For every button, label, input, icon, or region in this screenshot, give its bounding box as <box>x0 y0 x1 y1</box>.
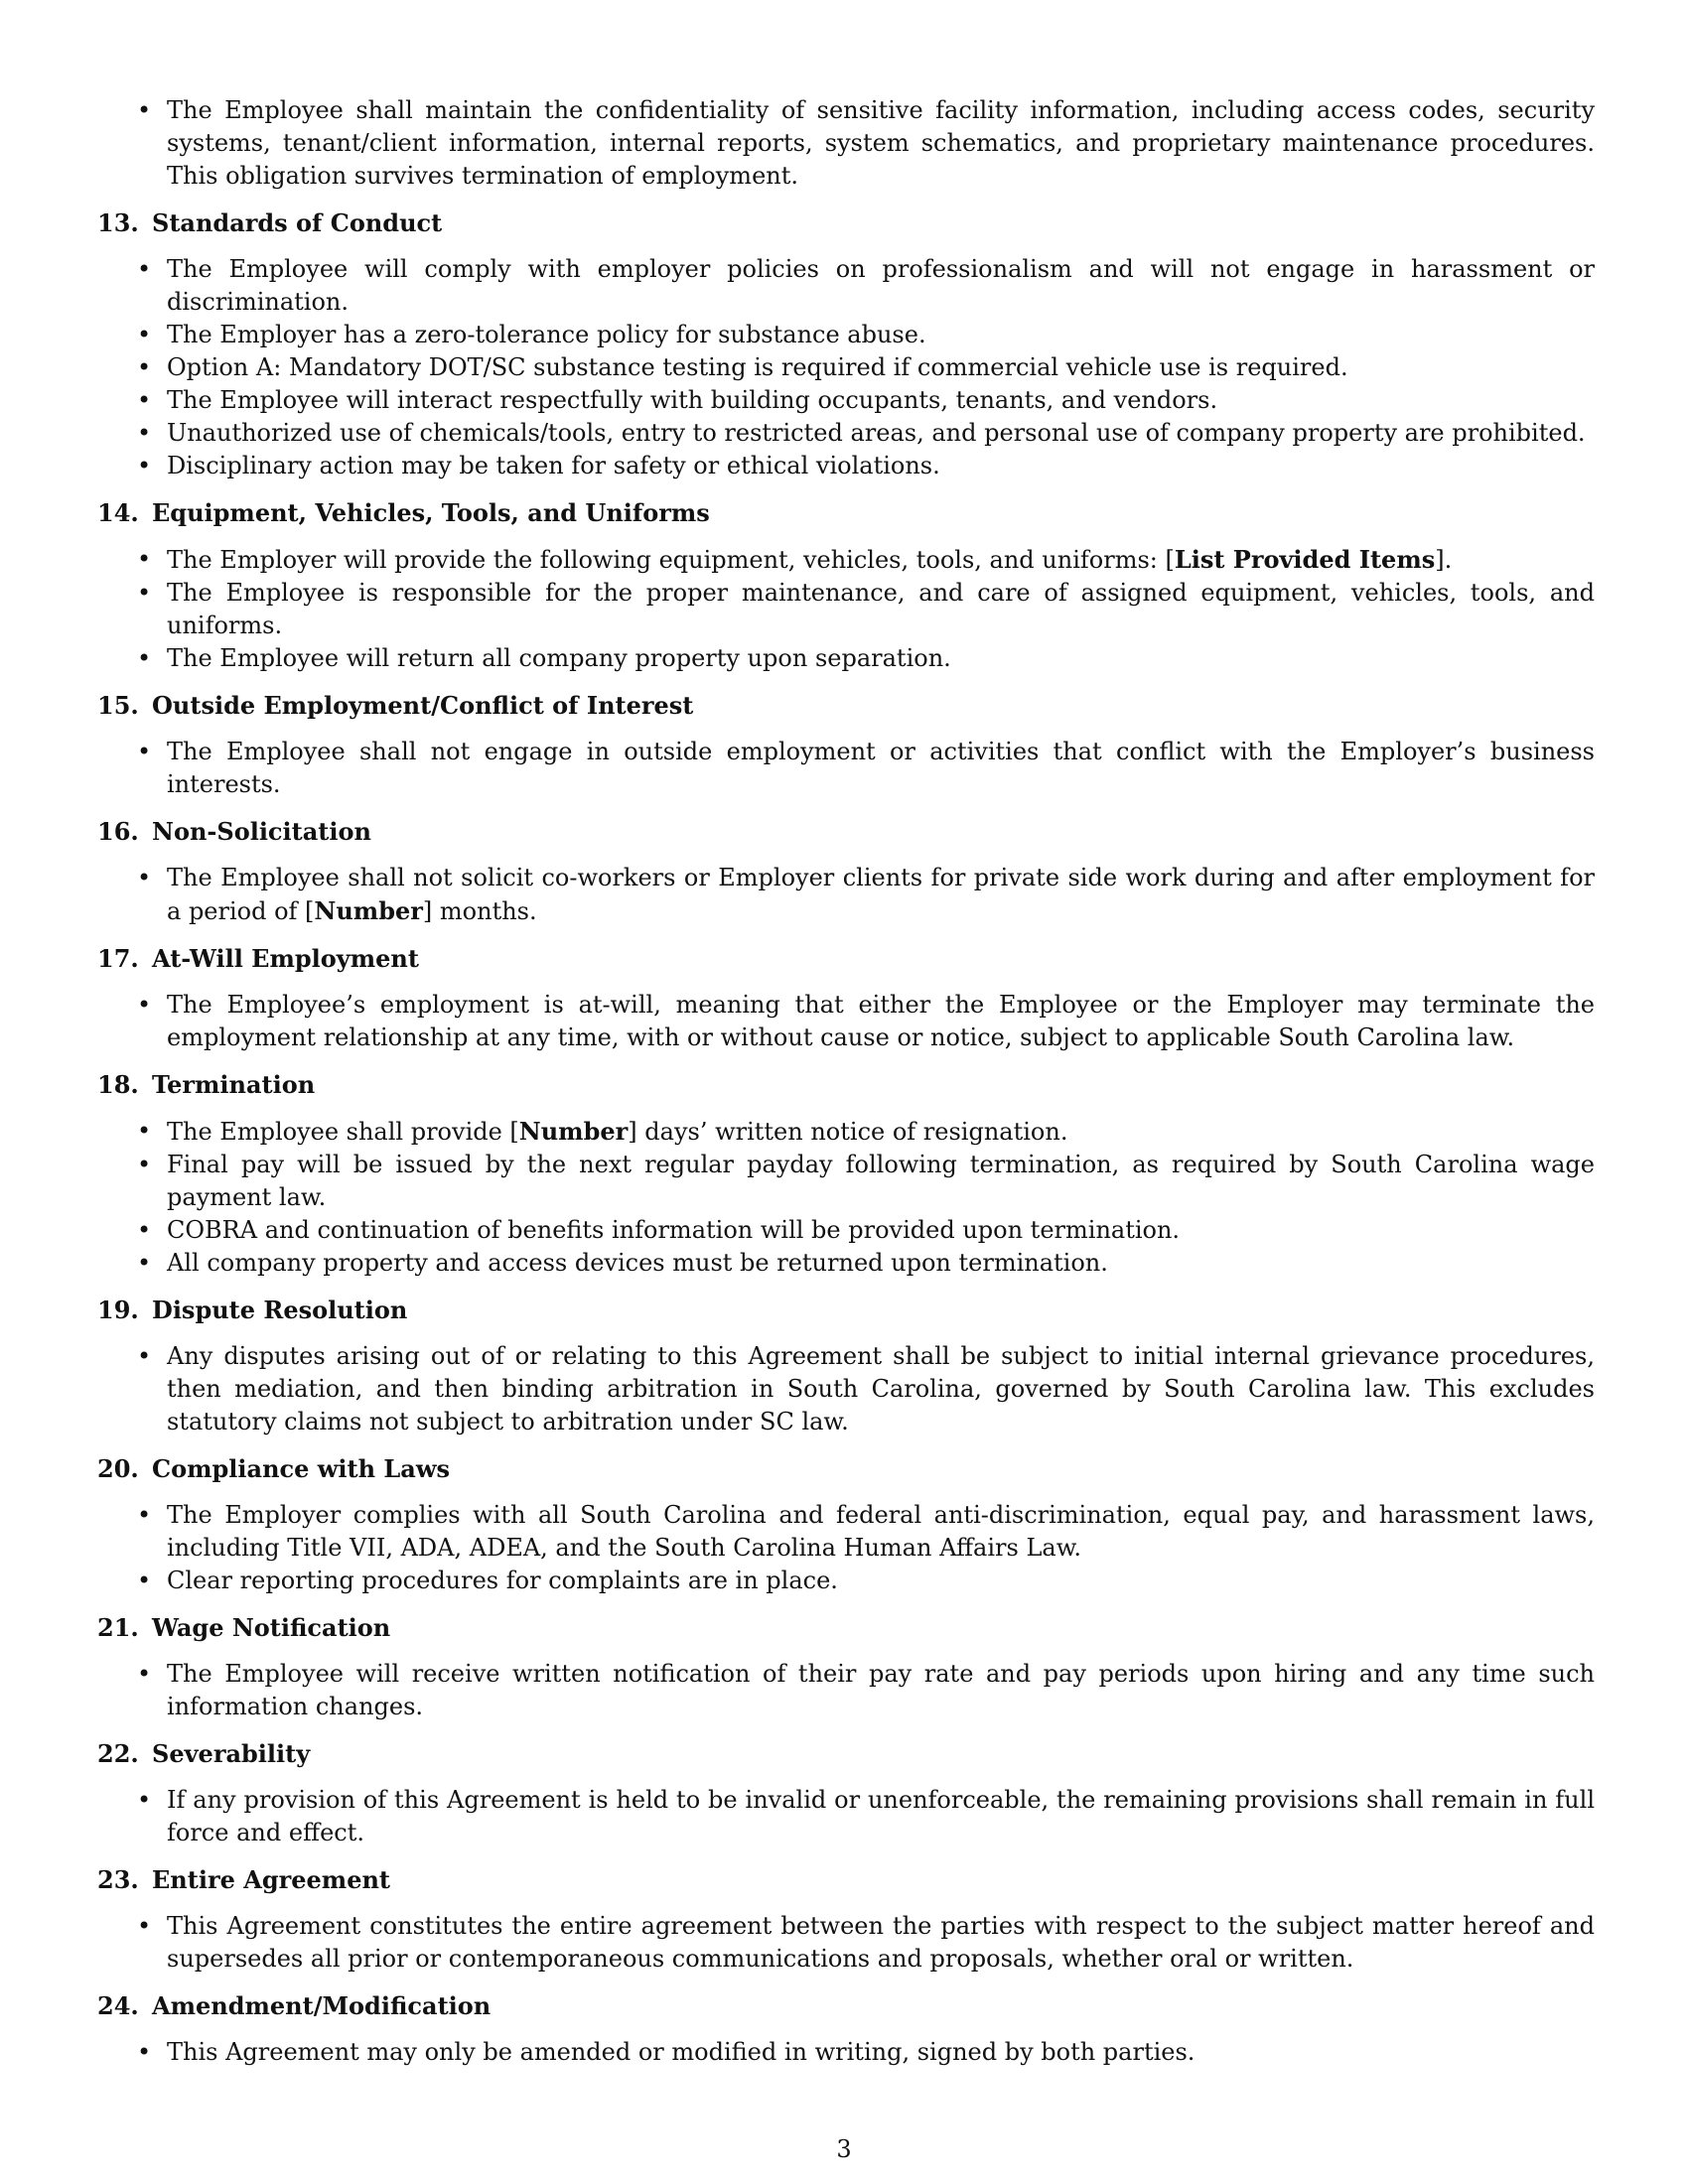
item-text: ] months. <box>422 897 537 925</box>
section-heading <box>97 1737 1595 1770</box>
bullet-list <box>97 862 1595 928</box>
list-item <box>97 1910 1595 1976</box>
list-item <box>97 989 1595 1054</box>
list-item <box>97 1115 1595 1149</box>
section-13 <box>97 206 1595 482</box>
section-number: 17. <box>97 944 139 973</box>
section-heading <box>97 1452 1595 1485</box>
item-text: This Agreement may only be amended or modified in writing, signed by both parties. <box>167 2038 1196 2066</box>
list-item <box>97 351 1595 384</box>
section-heading <box>97 1294 1595 1326</box>
item-text: Unauthorized use of chemicals/tools, entry to restricted areas, and personal use of company property are prohibited. <box>167 419 1586 447</box>
item-text: The Employee shall not solicit co-workers or Employer clients for private side work during and after employment for a period of [ <box>167 864 1595 925</box>
bullet-list <box>97 1115 1595 1280</box>
item-text: ]. <box>1435 546 1453 574</box>
item-text: The Employee will interact respectfully with building occupants, tenants, and vendors. <box>167 386 1218 414</box>
section-14 <box>97 496 1595 675</box>
section-number: 22. <box>97 1739 139 1768</box>
bullet-list <box>97 736 1595 801</box>
section-title: Entire Agreement <box>152 1865 390 1894</box>
section-heading <box>97 815 1595 848</box>
item-text: The Employee shall not engage in outside employment or activities that conflict with the Employer’s business interests. <box>167 738 1595 798</box>
bullet-list <box>97 1910 1595 1976</box>
section-23 <box>97 1863 1595 1976</box>
section-number: 23. <box>97 1865 139 1894</box>
section-title: At-Will Employment <box>152 944 419 973</box>
list-item <box>97 1784 1595 1849</box>
section-title: Non-Solicitation <box>152 817 371 846</box>
section-title: Standards of Conduct <box>152 208 443 237</box>
section-number: 20. <box>97 1454 139 1483</box>
section-title: Wage Notification <box>152 1613 391 1642</box>
section-number: 18. <box>97 1070 139 1099</box>
document-body <box>97 94 1595 2069</box>
list-item <box>97 1340 1595 1438</box>
bullet-list <box>97 253 1595 482</box>
section-number: 24. <box>97 1991 139 2020</box>
item-text: Disciplinary action may be taken for safety or ethical violations. <box>167 452 940 479</box>
bullet-list <box>97 2036 1595 2069</box>
list-item: • The Employee shall maintain the confidentiality of sensitive facility information, including access codes, security systems, tenant/client information, internal reports, system schematics, and proprietary maintenance procedures. This obligation survives termination of employment. <box>97 94 1595 193</box>
list-item <box>97 862 1595 928</box>
item-text: The Employee will receive written notification of their pay rate and pay periods upon hiring and any time such information changes. <box>167 1660 1595 1720</box>
list-item <box>97 736 1595 801</box>
list-item <box>97 577 1595 642</box>
item-text: The Employer will provide the following equipment, vehicles, tools, and uniforms: [ <box>167 546 1175 574</box>
item-text: Final pay will be issued by the next regular payday following termination, as required by South Carolina wage payment law. <box>167 1151 1595 1211</box>
list-item <box>97 417 1595 450</box>
item-text: The Employee is responsible for the proper maintenance, and care of assigned equipment, vehicles, tools, and uniforms. <box>167 579 1595 639</box>
section-title: Severability <box>152 1739 311 1768</box>
section-heading <box>97 1611 1595 1644</box>
section-24 <box>97 1989 1595 2069</box>
section-number: 21. <box>97 1613 139 1642</box>
section-heading <box>97 1068 1595 1101</box>
section-heading <box>97 942 1595 975</box>
section-19 <box>97 1294 1595 1438</box>
item-text: All company property and access devices must be returned upon termination. <box>167 1249 1108 1277</box>
list-item <box>97 253 1595 319</box>
list-item <box>97 1565 1595 1597</box>
item-text: The Employee shall provide [ <box>167 1118 519 1146</box>
section-title: Outside Employment/Conflict of Interest <box>152 691 694 720</box>
item-text: The Employer complies with all South Carolina and federal anti-discrimination, equal pay, and harassment laws, including Title VII, ADA, ADEA, and the South Carolina Human Affairs Law. <box>167 1501 1595 1562</box>
section-17 <box>97 942 1595 1054</box>
item-text: COBRA and continuation of benefits information will be provided upon termination. <box>167 1216 1181 1244</box>
section-number: 13. <box>97 208 139 237</box>
bullet-list <box>97 1499 1595 1597</box>
section-heading <box>97 1863 1595 1896</box>
item-text: The Employer has a zero-tolerance policy for substance abuse. <box>167 321 926 348</box>
section-number: 14. <box>97 498 139 527</box>
bullet-list <box>97 543 1595 675</box>
bullet-list <box>97 989 1595 1054</box>
section-title: Termination <box>152 1070 316 1099</box>
placeholder-field: Number <box>314 896 423 925</box>
list-item <box>97 1214 1595 1247</box>
section-heading <box>97 496 1595 529</box>
section-title: Amendment/Modification <box>152 1991 492 2020</box>
section-title: Equipment, Vehicles, Tools, and Uniforms <box>152 498 710 527</box>
list-item <box>97 319 1595 351</box>
placeholder-field: List Provided Items <box>1174 545 1436 574</box>
list-item <box>97 1149 1595 1214</box>
list-item <box>97 1499 1595 1565</box>
item-text: This Agreement constitutes the entire agreement between the parties with respect to the subject matter hereof and supersedes all prior or contemporaneous communications and proposals, whether oral or written. <box>167 1912 1595 1973</box>
section-number: 16. <box>97 817 139 846</box>
list-item <box>97 1658 1595 1723</box>
section-15 <box>97 689 1595 801</box>
section-title: Compliance with Laws <box>152 1454 451 1483</box>
section-18 <box>97 1068 1595 1280</box>
item-text: ] days’ written notice of resignation. <box>628 1118 1068 1146</box>
item-text: Clear reporting procedures for complaints are in place. <box>167 1567 838 1594</box>
section-title: Dispute Resolution <box>152 1296 408 1324</box>
list-item <box>97 384 1595 417</box>
placeholder-field: Number <box>518 1117 629 1146</box>
bullet-list <box>97 1784 1595 1849</box>
list-item <box>97 1247 1595 1280</box>
list-item <box>97 450 1595 482</box>
list-item <box>97 543 1595 577</box>
section-heading <box>97 1989 1595 2022</box>
section-number: 15. <box>97 691 139 720</box>
section-number: 19. <box>97 1296 139 1324</box>
sections-container <box>97 206 1595 2069</box>
item-text: The Employee will return all company property upon separation. <box>167 644 951 672</box>
item-text: Any disputes arising out of or relating to this Agreement shall be subject to initial internal grievance procedures, then mediation, and then binding arbitration in South Carolina, governed by South Carolina law. This excludes statutory claims not subject to arbitration under SC law. <box>167 1342 1595 1435</box>
intro-bullet-list <box>97 94 1595 193</box>
page-number: 3 <box>836 2135 852 2163</box>
item-text: The Employee’s employment is at-will, meaning that either the Employee or the Employer may terminate the employment relationship at any time, with or without cause or notice, subject to applicable South Carolina law. <box>167 991 1595 1051</box>
section-21 <box>97 1611 1595 1723</box>
section-20 <box>97 1452 1595 1597</box>
section-16 <box>97 815 1595 928</box>
section-heading <box>97 689 1595 722</box>
section-heading <box>97 206 1595 239</box>
section-22 <box>97 1737 1595 1849</box>
bullet-list <box>97 1658 1595 1723</box>
list-item <box>97 642 1595 675</box>
bullet-list <box>97 1340 1595 1438</box>
item-text: If any provision of this Agreement is held to be invalid or unenforceable, the remaining provisions shall remain in full force and effect. <box>167 1786 1595 1846</box>
item-text: Option A: Mandatory DOT/SC substance testing is required if commercial vehicle use is required. <box>167 353 1348 381</box>
item-text: The Employee will comply with employer policies on professionalism and will not engage in harassment or discrimination. <box>167 255 1595 316</box>
list-item <box>97 2036 1595 2069</box>
